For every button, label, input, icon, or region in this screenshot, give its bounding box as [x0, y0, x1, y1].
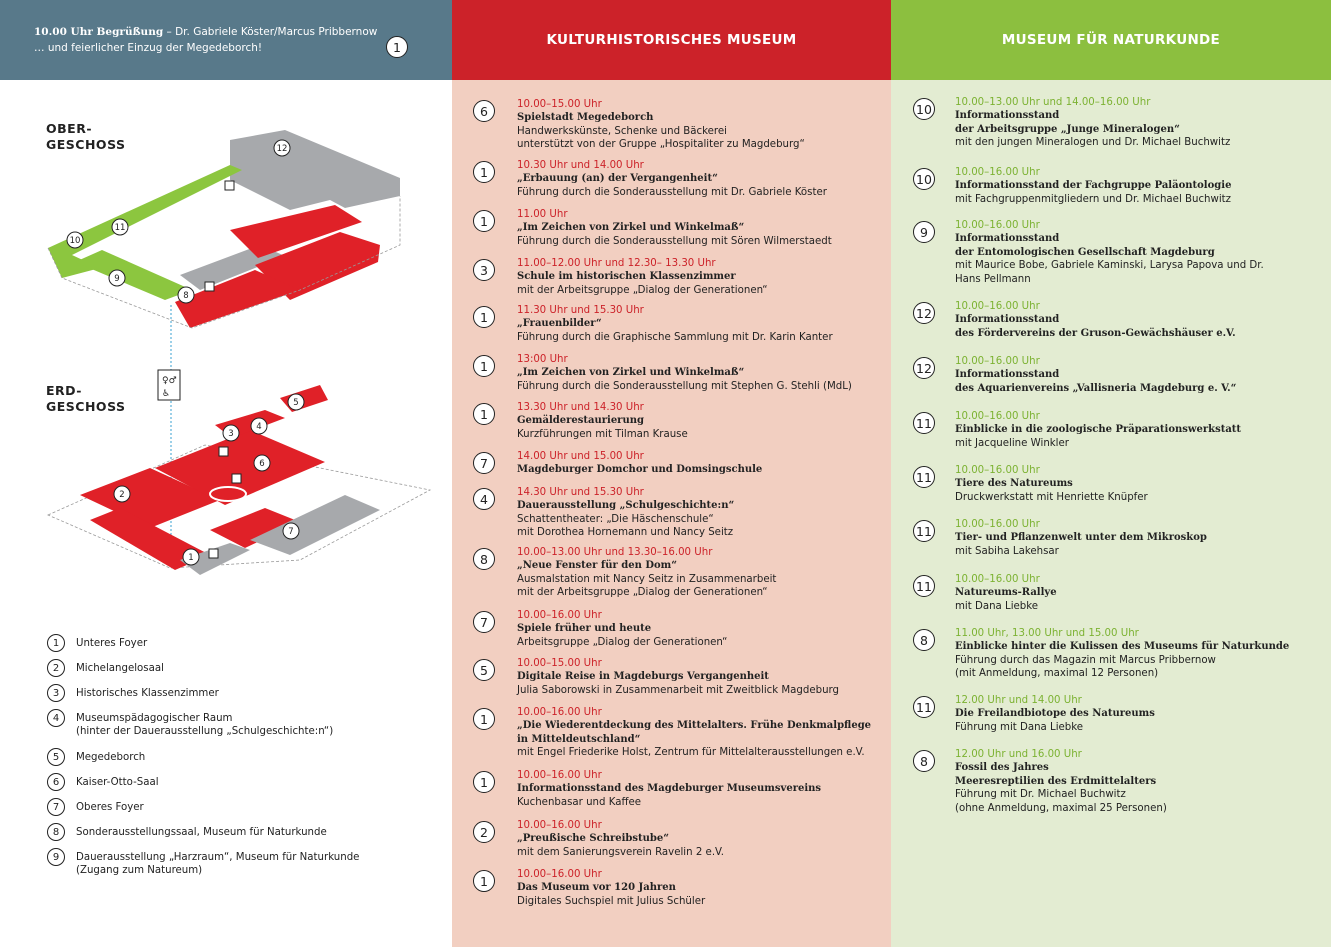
- event-text: [517, 208, 881, 248]
- map-marker-4: [251, 418, 267, 434]
- legend-item-label: [76, 637, 147, 650]
- event-time: 10.00–16.00 Uhr: [955, 167, 1040, 178]
- map-marker-11: [112, 219, 128, 235]
- event-location-number: 8: [913, 750, 935, 772]
- event-title: Einblicke hinter die Kulissen des Museums für Naturkunde: [955, 641, 1290, 653]
- toilet-icon: ♀♂: [162, 376, 177, 386]
- event-text: [517, 353, 881, 393]
- event-location-number: 12: [913, 357, 935, 379]
- event-time: 13.30 Uhr und 14.30 Uhr: [517, 402, 644, 413]
- event-description: mit den jungen Mineralogen und Dr. Michael Buchwitz: [955, 137, 1231, 149]
- event-title-line-2: des Fördervereins der Gruson-Gewächshäuser e.V.: [955, 327, 1236, 339]
- map-marker-11-label: 11: [114, 223, 126, 233]
- legend-item-label: [76, 801, 144, 814]
- event-title: „Die Wiederentdeckung des Mittelalters. Frühe Denkmalpflege: [517, 720, 872, 732]
- event-text: [955, 627, 1321, 681]
- legend-item-number: 8: [47, 823, 65, 841]
- event-time: 13:00 Uhr: [517, 354, 568, 365]
- legend-item-label-line: Dauerausstellung „Harzraum“, Museum für Naturkunde: [76, 852, 360, 863]
- event-location-number: 11: [913, 520, 935, 542]
- event-time: 10.00–13.00 Uhr und 14.00–16.00 Uhr: [955, 97, 1151, 108]
- event-text: [517, 257, 881, 297]
- welcome-line-2: … und feierlicher Einzug der Megedeborch!: [34, 42, 263, 54]
- legend-item-label: [76, 826, 327, 839]
- event-title: Das Museum vor 120 Jahren: [517, 882, 676, 894]
- event-description: Julia Saborowski in Zusammenarbeit mit Zweitblick Magdeburg: [517, 684, 840, 696]
- map-marker-7: [283, 523, 299, 539]
- event-description: Führung durch die Sonderausstellung mit Sören Wilmerstaedt: [517, 235, 832, 247]
- event-location-number: 1: [473, 771, 495, 793]
- room-5-megedeborch: [280, 385, 328, 412]
- event-title-line-2: der Arbeitsgruppe „Junge Mineralogen“: [955, 123, 1180, 135]
- event-title: Informationsstand: [955, 233, 1060, 245]
- event-time: 11.00 Uhr, 13.00 Uhr und 15.00 Uhr: [955, 628, 1139, 639]
- map-marker-8: [178, 287, 194, 303]
- welcome-line-1: [34, 24, 377, 40]
- wheelchair-icon: ♿: [162, 389, 171, 399]
- museum-fuer-naturkunde-column: [891, 0, 1331, 947]
- event-title: Informationsstand des Magdeburger Museumsvereins: [517, 783, 822, 795]
- event-text: [955, 410, 1321, 450]
- legend-item-label-line: Sonderausstellungssaal, Museum für Naturkunde: [76, 827, 327, 838]
- legend-item-label-line: Megedeborch: [76, 752, 146, 763]
- event-time: 12.00 Uhr und 16.00 Uhr: [955, 749, 1082, 760]
- event-title-line-2: der Entomologischen Gesellschaft Magdeburg: [955, 246, 1215, 258]
- event-description: mit dem Sanierungsverein Ravelin 2 e.V.: [517, 846, 724, 858]
- event-text: [517, 159, 881, 199]
- event-time: 10.00–16.00 Uhr: [955, 411, 1040, 422]
- event-text: [955, 166, 1321, 206]
- event-description: Führung mit Dana Liebke: [955, 721, 1084, 733]
- legend-item-label: [76, 712, 333, 739]
- kaiser-otto-saal-round: [210, 487, 246, 501]
- floor-plan: [0, 80, 452, 600]
- event-text: [517, 546, 881, 600]
- event-text: [955, 464, 1321, 504]
- upper-floor-grey-wing: [230, 130, 400, 210]
- event-description: Führung durch das Magazin mit Marcus Pribbernow: [955, 654, 1216, 666]
- kulturhistorisches-museum-column: [452, 0, 891, 947]
- upper-floor-label-line2: GESCHOSS: [46, 137, 126, 152]
- stairs-icon: [205, 282, 214, 291]
- upper-floor-green-south: [75, 250, 192, 300]
- map-marker-3: [223, 425, 239, 441]
- event-time: 10.00–13.00 Uhr und 13.30–16.00 Uhr: [517, 547, 713, 558]
- event-location-number: 1: [473, 306, 495, 328]
- event-title: Schule im historischen Klassenzimmer: [517, 271, 736, 283]
- event-title: „Im Zeichen von Zirkel und Winkelmaß“: [517, 222, 745, 234]
- event-title: Einblicke in die zoologische Präparationswerkstatt: [955, 424, 1242, 436]
- event-description: Arbeitsgruppe „Dialog der Generationen“: [517, 636, 728, 648]
- event-time: 10.00–16.00 Uhr: [517, 707, 602, 718]
- event-time: 10.00–16.00 Uhr: [517, 820, 602, 831]
- map-marker-9: [109, 270, 125, 286]
- event-title: Tiere des Natureums: [955, 478, 1073, 490]
- event-location-number: 1: [473, 403, 495, 425]
- event-description: mit Sabiha Lakehsar: [955, 545, 1059, 557]
- event-location-number: 4: [473, 488, 495, 510]
- event-title: „Im Zeichen von Zirkel und Winkelmaß“: [517, 367, 745, 379]
- stairs-icon: [225, 181, 234, 190]
- legend-item-label: [76, 662, 164, 675]
- event-location-number: 9: [913, 221, 935, 243]
- legend-item-number: 7: [47, 798, 65, 816]
- event-title: „Neue Fenster für den Dom“: [517, 560, 678, 572]
- event-location-number: 11: [913, 412, 935, 434]
- event-description: unterstützt von der Gruppe „Hospitaliter zu Magdeburg“: [517, 139, 805, 151]
- event-location-number: 8: [473, 548, 495, 570]
- event-title: Magdeburger Domchor und Domsingschule: [517, 464, 763, 476]
- event-time: 10.00–16.00 Uhr: [955, 220, 1040, 231]
- legend-item-label-line: Michelangelosaal: [76, 663, 164, 674]
- event-location-number: 1: [473, 708, 495, 730]
- event-location-number: 1: [473, 210, 495, 232]
- event-time: 10.00–16.00 Uhr: [955, 356, 1040, 367]
- event-time: 10.30 Uhr und 14.00 Uhr: [517, 160, 644, 171]
- legend-item-label: [76, 687, 219, 700]
- legend-item-label: [76, 751, 145, 764]
- event-title: Informationsstand: [955, 110, 1060, 122]
- legend-item-number: 2: [47, 659, 65, 677]
- welcome-speakers: – Dr. Gabriele Köster/Marcus Pribbernow: [163, 26, 378, 38]
- event-location-number: 10: [913, 98, 935, 120]
- event-location-number: 6: [473, 100, 495, 122]
- event-description: (ohne Anmeldung, maximal 25 Personen): [955, 802, 1167, 814]
- map-marker-2-label: 2: [119, 490, 125, 500]
- legend-item-label: [76, 851, 359, 878]
- map-marker-7-label: 7: [288, 527, 294, 537]
- event-time: 11.00 Uhr: [517, 209, 568, 220]
- event-description: mit Maurice Bobe, Gabriele Kaminski, Larysa Papova und Dr.: [955, 260, 1264, 272]
- event-text: [517, 401, 881, 441]
- event-time: 10.00–15.00 Uhr: [517, 658, 602, 669]
- map-marker-6: [254, 455, 270, 471]
- map-marker-1-label: 1: [188, 553, 194, 563]
- event-location-number: 2: [473, 821, 495, 843]
- event-text: [955, 300, 1321, 340]
- event-title-line-2: Meeresreptilien des Erdmittelalters: [955, 775, 1157, 787]
- event-location-number: 5: [473, 659, 495, 681]
- event-time: 14.30 Uhr und 15.30 Uhr: [517, 487, 644, 498]
- map-marker-12: [274, 140, 290, 156]
- event-time: 12.00 Uhr und 14.00 Uhr: [955, 695, 1082, 706]
- legend-item-number: 9: [47, 848, 65, 866]
- map-marker-5: [288, 394, 304, 410]
- event-title: „Frauenbilder“: [517, 318, 602, 330]
- event-title: Digitale Reise in Magdeburgs Vergangenheit: [517, 671, 769, 683]
- event-description: mit der Arbeitsgruppe „Dialog der Generationen“: [517, 587, 768, 599]
- welcome-header: [0, 0, 452, 80]
- event-text: [955, 573, 1321, 613]
- event-title: Die Freilandbiotope des Natureums: [955, 708, 1155, 720]
- legend-item-label-line: (hinter der Dauerausstellung „Schulgeschichte:n“): [76, 726, 334, 738]
- event-description: Führung durch die Sonderausstellung mit Stephen G. Stehli (MdL): [517, 380, 852, 392]
- event-text: [955, 748, 1321, 815]
- map-marker-9-label: 9: [114, 274, 120, 284]
- event-text: [955, 96, 1321, 150]
- event-description: mit Dana Liebke: [955, 600, 1039, 612]
- map-marker-4-label: 4: [256, 422, 262, 432]
- legend-item-label-line: Museumspädagogischer Raum: [76, 713, 233, 724]
- event-description: Digitales Suchspiel mit Julius Schüler: [517, 895, 706, 907]
- event-title-line-2: in Mitteldeutschland“: [517, 733, 641, 745]
- event-text: [517, 450, 881, 477]
- event-text: [517, 609, 881, 649]
- event-description: Schattentheater: „Die Häschenschule“: [517, 513, 714, 525]
- event-description: Kurzführungen mit Tilman Krause: [517, 428, 688, 440]
- event-title: Informationsstand: [955, 314, 1060, 326]
- stairs-icon: [232, 474, 241, 483]
- event-time: 11.00–12.00 Uhr und 12.30– 13.30 Uhr: [517, 258, 716, 269]
- upper-floor-green-north: [48, 165, 242, 278]
- event-description: mit Fachgruppenmitgliedern und Dr. Michael Buchwitz: [955, 193, 1232, 205]
- event-text: [517, 486, 881, 540]
- event-location-number: 1: [473, 161, 495, 183]
- event-time: 10.00–16.00 Uhr: [955, 574, 1040, 585]
- event-location-number: 12: [913, 302, 935, 324]
- event-location-number: 11: [913, 466, 935, 488]
- event-title: Tier- und Pflanzenwelt unter dem Mikroskop: [955, 532, 1207, 544]
- event-text: [517, 868, 881, 908]
- event-location-number: 3: [473, 259, 495, 281]
- event-location-number: 1: [473, 870, 495, 892]
- legend-item-number: 3: [47, 684, 65, 702]
- event-time: 14.00 Uhr und 15.00 Uhr: [517, 451, 644, 462]
- event-description: Ausmalstation mit Nancy Seitz in Zusammenarbeit: [517, 573, 777, 585]
- event-title: Dauerausstellung „Schulgeschichte:n“: [517, 500, 735, 512]
- upper-floor-plan: [48, 130, 400, 328]
- event-location-number: 7: [473, 611, 495, 633]
- event-time: 10.00–15.00 Uhr: [517, 99, 602, 110]
- event-time: 10.00–16.00 Uhr: [517, 610, 602, 621]
- event-title: Gemälderestaurierung: [517, 415, 644, 427]
- event-time: 10.00–16.00 Uhr: [955, 301, 1040, 312]
- event-description: Kuchenbasar und Kaffee: [517, 796, 642, 808]
- event-time: 10.00–16.00 Uhr: [955, 465, 1040, 476]
- museum-fuer-naturkunde-header: MUSEUM FÜR NATURKUNDE: [891, 0, 1331, 80]
- stairs-icon: [209, 549, 218, 558]
- event-description: Führung durch die Graphische Sammlung mit Dr. Karin Kanter: [517, 331, 833, 343]
- event-title: Informationsstand: [955, 369, 1060, 381]
- map-marker-8-label: 8: [183, 291, 189, 301]
- event-description: mit Dorothea Hornemann und Nancy Seitz: [517, 527, 734, 539]
- event-time: 10.00–16.00 Uhr: [955, 519, 1040, 530]
- event-title: Spielstadt Megedeborch: [517, 112, 654, 124]
- event-description: mit der Arbeitsgruppe „Dialog der Generationen“: [517, 284, 768, 296]
- event-text: [955, 355, 1321, 395]
- event-title-line-2: des Aquarienvereins „Vallisneria Magdeburg e. V.“: [955, 382, 1237, 394]
- event-description: mit Jacqueline Winkler: [955, 437, 1069, 449]
- map-marker-6-label: 6: [259, 459, 265, 469]
- event-title: Spiele früher und heute: [517, 623, 652, 635]
- event-title: Natureums-Rallye: [955, 587, 1057, 599]
- event-location-number: 7: [473, 452, 495, 474]
- event-description: Führung durch die Sonderausstellung mit Dr. Gabriele Köster: [517, 186, 827, 198]
- kulturhistorisches-museum-header: KULTURHISTORISCHES MUSEUM: [452, 0, 891, 80]
- map-marker-5-label: 5: [293, 398, 299, 408]
- event-location-number: 11: [913, 696, 935, 718]
- ground-floor-label-line1: ERD-: [46, 383, 82, 398]
- event-text: [517, 98, 881, 152]
- event-text: [955, 219, 1321, 286]
- event-text: [517, 769, 881, 809]
- map-marker-10: [67, 232, 83, 248]
- event-location-number: 1: [473, 355, 495, 377]
- event-title: „Erbauung (an) der Vergangenheit“: [517, 173, 718, 185]
- event-time: 10.00–16.00 Uhr: [517, 869, 602, 880]
- event-location-number: 11: [913, 575, 935, 597]
- legend-item-label-line: (Zugang zum Natureum): [76, 865, 203, 877]
- event-description: (mit Anmeldung, maximal 12 Personen): [955, 668, 1159, 680]
- event-description: mit Engel Friederike Holst, Zentrum für Mittelalterausstellungen e.V.: [517, 747, 865, 759]
- legend-item-number: 1: [47, 634, 65, 652]
- map-column: [0, 0, 452, 947]
- welcome-time: 10.00 Uhr Begrüßung: [34, 26, 164, 38]
- legend-item-label-line: Oberes Foyer: [76, 802, 144, 813]
- welcome-location-marker: 1: [386, 36, 408, 58]
- legend-item-label-line: Unteres Foyer: [76, 638, 148, 649]
- event-location-number: 10: [913, 168, 935, 190]
- event-text: [517, 819, 881, 859]
- event-time: 10.00–16.00 Uhr: [517, 770, 602, 781]
- event-description: Hans Pellmann: [955, 273, 1031, 285]
- event-title: Fossil des Jahres: [955, 762, 1049, 774]
- legend-item-label-line: Kaiser-Otto-Saal: [76, 777, 159, 788]
- map-marker-10-label: 10: [69, 236, 81, 246]
- event-location-number: 8: [913, 629, 935, 651]
- event-text: [517, 304, 881, 344]
- event-text: [955, 518, 1321, 558]
- legend-item-number: 5: [47, 748, 65, 766]
- map-marker-2: [114, 486, 130, 502]
- event-time: 11.30 Uhr und 15.30 Uhr: [517, 305, 644, 316]
- event-description: Handwerkskünste, Schenke und Bäckerei: [517, 125, 727, 137]
- event-text: [517, 657, 881, 697]
- stairs-icon: [219, 447, 228, 456]
- legend-item-number: 4: [47, 709, 65, 727]
- event-text: [955, 694, 1321, 734]
- legend-item-label-line: Historisches Klassenzimmer: [76, 688, 219, 699]
- map-marker-12-label: 12: [276, 144, 288, 154]
- legend-item-label: [76, 776, 159, 789]
- event-title: Informationsstand der Fachgruppe Paläontologie: [955, 180, 1232, 192]
- ground-floor-label-line2: GESCHOSS: [46, 399, 126, 414]
- event-description: Druckwerkstatt mit Henriette Knüpfer: [955, 491, 1148, 503]
- event-text: [517, 706, 881, 760]
- map-marker-1: [183, 549, 199, 565]
- legend-item-number: 6: [47, 773, 65, 791]
- upper-floor-label-line1: OBER-: [46, 121, 93, 136]
- event-description: Führung mit Dr. Michael Buchwitz: [955, 789, 1126, 801]
- map-marker-3-label: 3: [228, 429, 234, 439]
- event-title: „Preußische Schreibstube“: [517, 833, 670, 845]
